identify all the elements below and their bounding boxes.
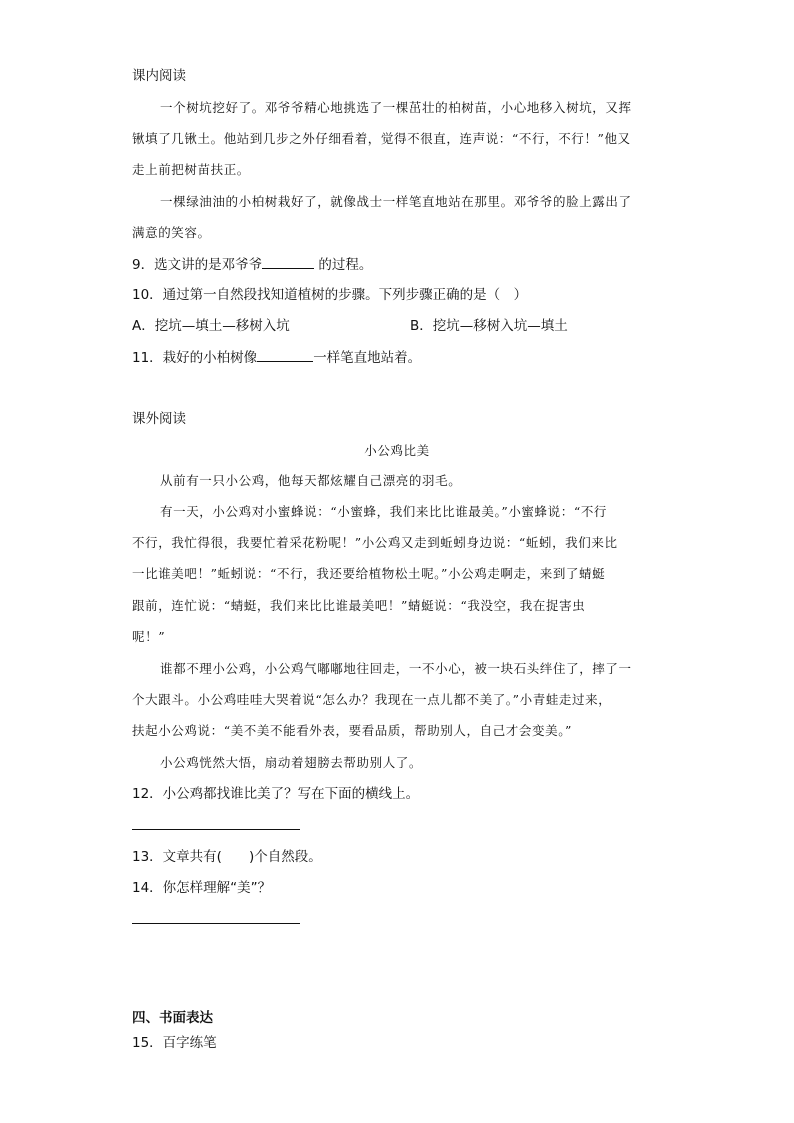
question-11-blank[interactable] (257, 348, 313, 362)
question-10-option-a[interactable]: A．挖坑—填土—移树入坑 (132, 318, 290, 334)
inclass-para1-line1: 一个树坑挖好了。邓爷爷精心地挑选了一棵茁壮的柏树苗，小心地移入树坑，又挥 (160, 100, 632, 115)
question-9-text-end: 的过程。 (314, 257, 373, 273)
section-heading-outclass: 课外阅读 (132, 411, 186, 427)
section-heading-inclass: 课内阅读 (132, 68, 186, 84)
question-15: 15．百字练笔 (132, 1035, 217, 1051)
question-14: 14．你怎样理解“美”？ (132, 880, 272, 896)
outclass-para2-line5: 呢！” (132, 629, 166, 644)
story-title: 小公鸡比美 (364, 443, 430, 458)
question-11-text-end: 一样笔直地站着。 (313, 350, 422, 366)
outclass-para2-line4: 跟前，连忙说：“蜻蜓，我们来比比谁最美吧！”蜻蜓说：“我没空，我在捉害虫 (132, 598, 586, 613)
outclass-para4-line1: 小公鸡恍然大悟，扇动着翅膀去帮助别人了。 (160, 755, 423, 770)
question-14-answer-line[interactable] (132, 923, 300, 924)
section-heading-writing: 四、书面表达 (132, 1010, 213, 1026)
question-13: 13．文章共有( )个自然段。 (132, 849, 322, 865)
question-11 (132, 348, 421, 367)
outclass-para1-line1: 从前有一只小公鸡，他每天都炫耀自己漂亮的羽毛。 (160, 473, 462, 488)
inclass-para2-line1: 一棵绿油油的小柏树栽好了，就像战士一样笔直地站在那里。邓爷爷的脸上露出了 (160, 194, 632, 209)
outclass-para3-line3: 扶起小公鸡说：“美不美不能看外表，要看品质，帮助别人，自己才会变美。” (132, 723, 573, 738)
outclass-para3-line2: 个大跟斗。小公鸡哇哇大哭着说“怎么办？我现在一点儿都不美了。”小青蛙走过来， (132, 692, 612, 707)
question-10-option-b[interactable]: B．挖坑—移树入坑—填土 (410, 318, 568, 334)
inclass-para2-line2: 满意的笑容。 (132, 225, 211, 240)
question-12: 12．小公鸡都找谁比美了？写在下面的横线上。 (132, 786, 420, 802)
outclass-para3-line1: 谁都不理小公鸡，小公鸡气嘟嘟地往回走，一不小心，被一块石头绊住了，摔了一 (160, 661, 632, 676)
question-12-answer-line[interactable] (132, 829, 300, 830)
question-11-text: 11．栽好的小柏树像 (132, 350, 258, 366)
question-9-text: 9．选文讲的是邓爷爷 (132, 257, 263, 273)
question-9-blank[interactable] (262, 255, 314, 269)
inclass-para1-line3: 走上前把树苗扶正。 (132, 162, 250, 177)
question-10: 10．通过第一自然段找知道植树的步骤。下列步骤正确的是（ ） (132, 287, 528, 303)
outclass-para2-line1: 有一天，小公鸡对小蜜蜂说：“小蜜蜂，我们来比比谁最美。”小蜜蜂说：“不行 (160, 504, 608, 519)
inclass-para1-line2: 锹填了几锹土。他站到几步之外仔细看着，觉得不很直，连声说：“不行，不行！”他又 (132, 131, 631, 146)
outclass-para2-line2: 不行，我忙得很，我要忙着采花粉呢！”小公鸡又走到蚯蚓身边说：“蚯蚓，我们来比 (132, 535, 618, 550)
question-9 (132, 255, 372, 274)
outclass-para2-line3: 一比谁美吧！”蚯蚓说：“不行，我还要给植物松土呢。”小公鸡走啊走，来到了蜻蜓 (132, 566, 606, 581)
